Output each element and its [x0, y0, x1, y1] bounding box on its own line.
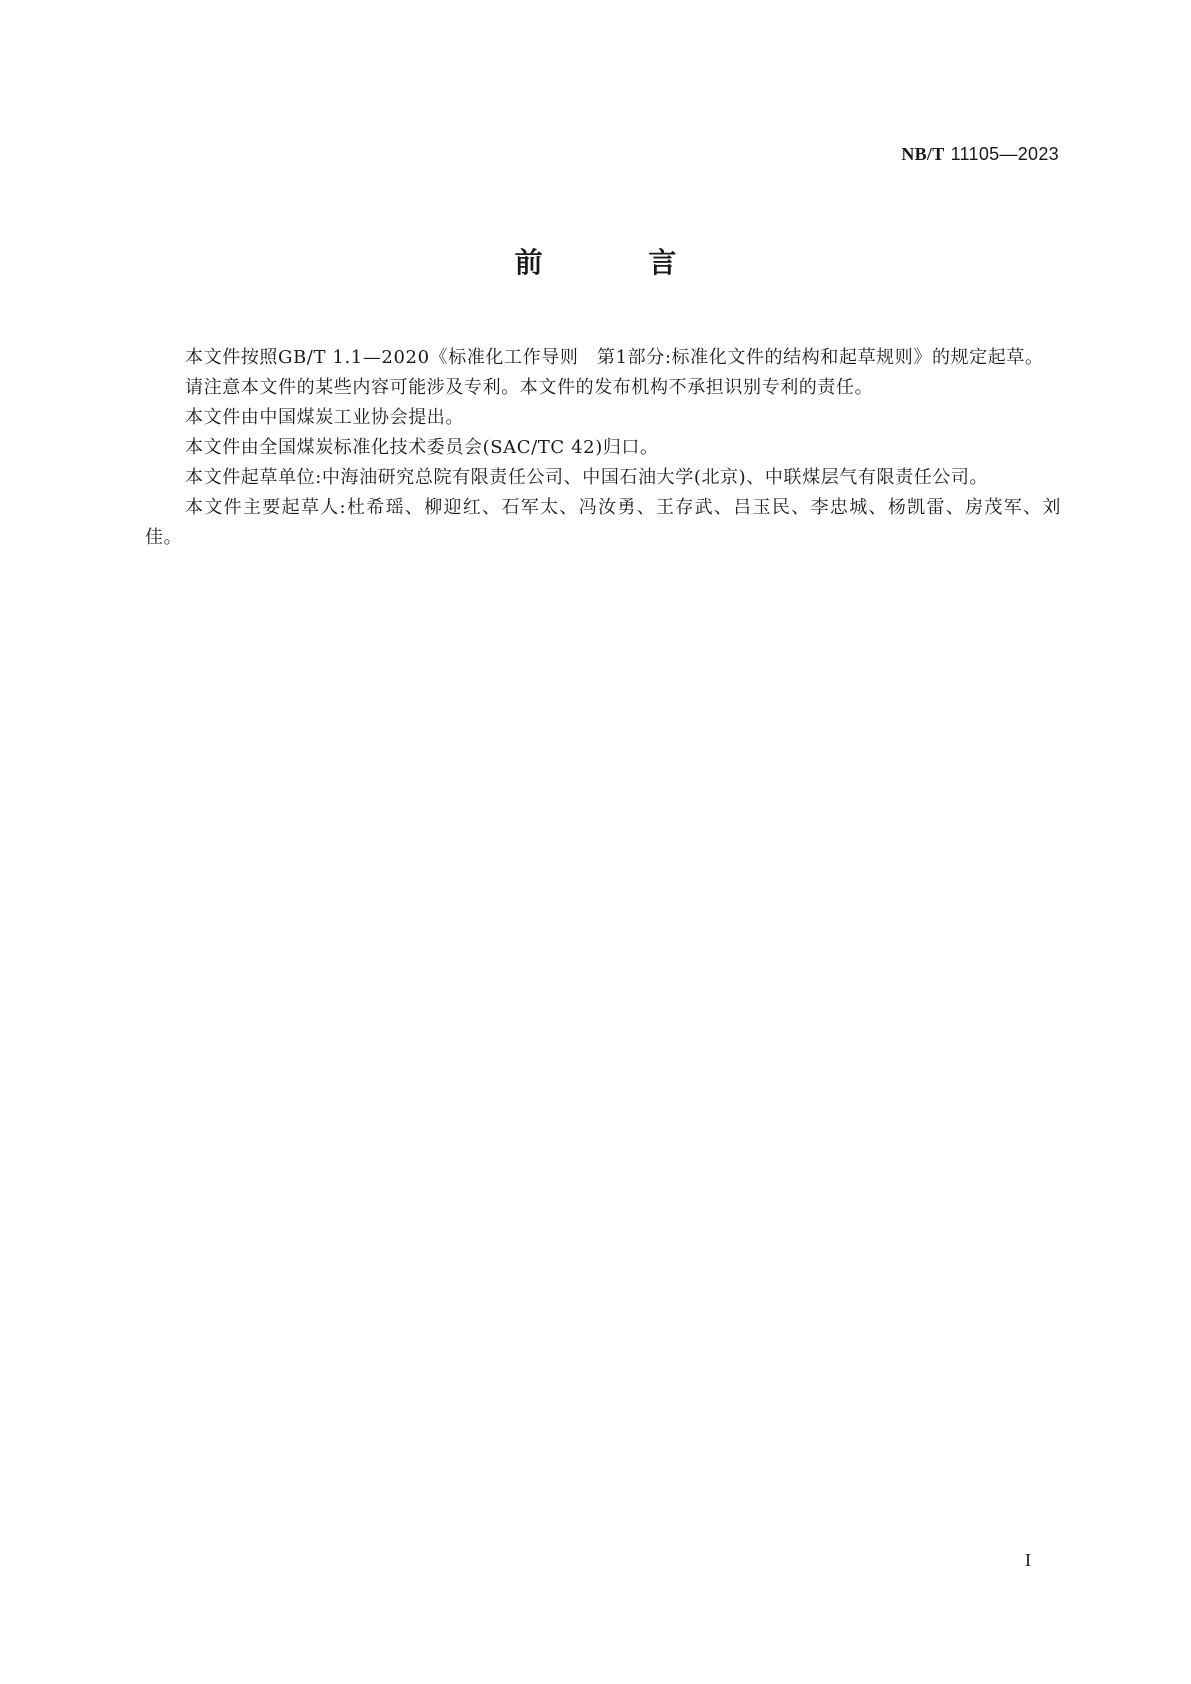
paragraph-technical-committee: 本文件由全国煤炭标准化技术委员会(SAC/TC 42)归口。 — [185, 437, 659, 458]
foreword-body — [145, 343, 1061, 553]
standard-code — [901, 142, 1059, 167]
paragraph-proposer: 本文件由中国煤炭工业协会提出。 — [185, 407, 464, 428]
page-title: 前 言 — [514, 246, 725, 279]
paragraph-patent-notice: 请注意本文件的某些内容可能涉及专利。本文件的发布机构不承担识别专利的责任。 — [185, 377, 874, 398]
paragraph-drafters: 本文件主要起草人:杜希瑶、柳迎红、石军太、冯汝勇、王存武、吕玉民、李忠城、杨凯雷、房茂军、刘佳。 — [145, 497, 1061, 548]
paragraph-drafting-rules: 本文件按照GB/T 1.1—2020《标准化工作导则 第1部分:标准化文件的结构和起草规则》的规定起草。 — [185, 347, 1044, 368]
page-number: I — [1025, 1550, 1031, 1570]
standard-prefix: NB/T — [901, 144, 945, 164]
paragraph-drafting-organizations: 本文件起草单位:中海油研究总院有限责任公司、中国石油大学(北京)、中联煤层气有限责任公司。 — [185, 467, 989, 488]
standard-number: 11105—2023 — [950, 144, 1059, 164]
